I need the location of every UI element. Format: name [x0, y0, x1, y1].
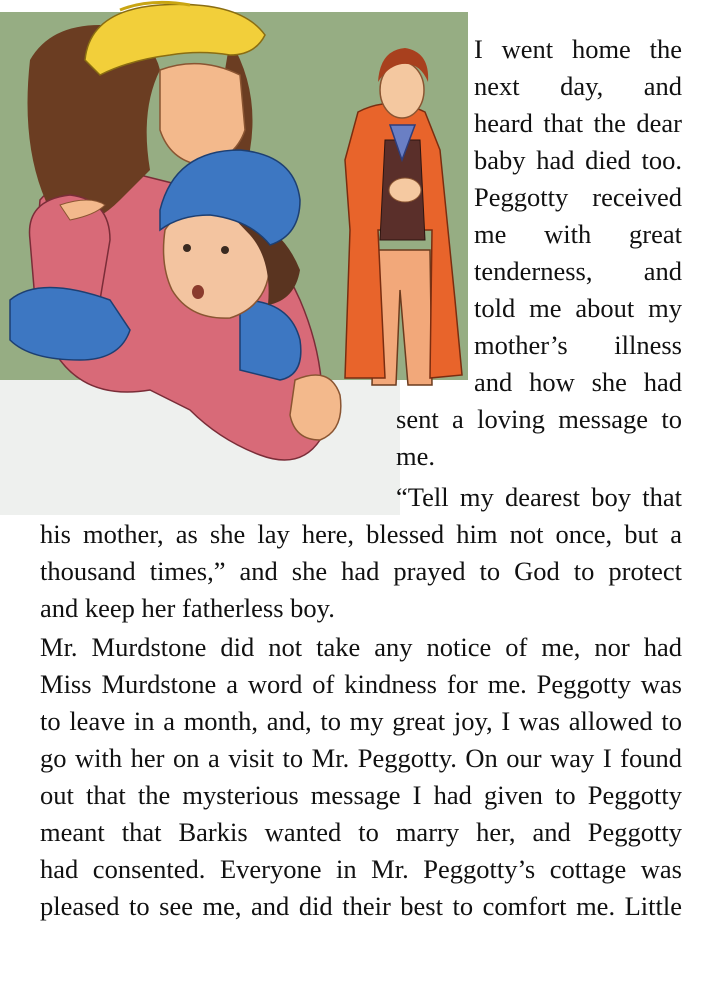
text-line: had consented. Everyone in Mr. Peggotty’s cottage was: [40, 854, 682, 884]
text-line: go with her on a visit to Mr. Peggotty. On our way I found: [40, 743, 682, 773]
text-line: mother’s illness: [474, 330, 682, 360]
body-paragraph: [40, 629, 682, 925]
text-line: told me about my: [474, 293, 682, 323]
text-line: thousand times,” and she had prayed to God to protect: [40, 556, 682, 586]
text-line: me with great: [474, 219, 682, 249]
text-line: to leave in a month, and, to my great joy, I was allowed to: [40, 706, 682, 736]
right-column-text: [474, 31, 682, 401]
text-line: Miss Murdstone a word of kindness for me. Peggotty was: [40, 669, 682, 699]
text-line: heard that the dear: [474, 108, 682, 138]
text-line: and how she had: [474, 367, 682, 397]
wrap-text: [396, 401, 682, 475]
text-line: Peggotty received: [474, 182, 682, 212]
text-line: baby had died too.: [474, 145, 682, 175]
text-line: sent a loving message to: [396, 404, 682, 434]
text-line: Mr. Murdstone did not take any notice of me, nor had: [40, 632, 682, 662]
text-line: out that the mysterious message I had given to Peggotty: [40, 780, 682, 810]
text-line: pleased to see me, and did their best to comfort me. Little: [40, 891, 682, 921]
quote-paragraph: [40, 479, 682, 627]
text-line: meant that Barkis wanted to marry her, and Peggotty: [40, 817, 682, 847]
text-line: tenderness, and: [474, 256, 682, 286]
text-line: next day, and: [474, 71, 682, 101]
text-line: “Tell my dearest boy that: [396, 482, 682, 512]
text-line: his mother, as she lay here, blessed him not once, but a: [40, 519, 682, 549]
text-line: me.: [396, 441, 435, 471]
text-line: and keep her fatherless boy.: [40, 593, 335, 623]
text-line: I went home the: [474, 34, 682, 64]
